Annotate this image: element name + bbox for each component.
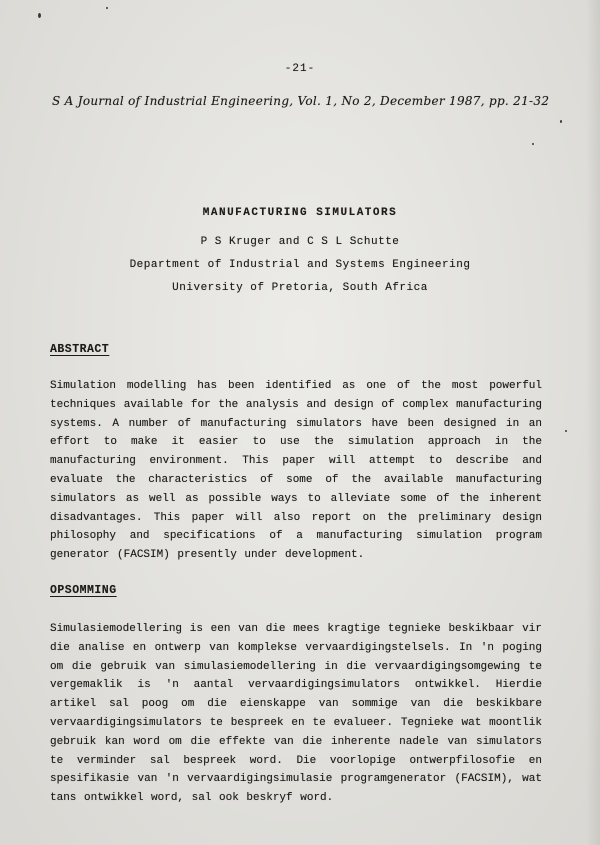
scan-speck [565,430,567,432]
page-number: -21- [284,63,316,75]
scan-speck [532,143,534,145]
abstract-paragraph: Simulation modelling has been identified as one of the most powerful techniques available for the analysis and design of complex manufacturing systems. A number of manufacturing simulators have been designed in an effort to make it easier to use the simulation approach in the manufacturing environment. This paper will attempt to describe and evaluate the characteristics of some of the available manufacturing simulators as well as possible ways to alleviate some of the inherent disadvantages. This paper will also report on the preliminary design philosophy and specifications of a manufacturing simulation program generator (FACSIM) presently under development. [50,380,542,562]
opsomming-paragraph: Simulasiemodellering is een van die mees kragtige tegnieke beskikbaar vir die analise en ontwerp van komplekse vervaardigingstelsels. In 'n poging om die gebruik van simulasiemodellering in die vervaardigingsomgewing te vergemaklik is 'n aantal vervaardigingsimulators ontwikkel. Hierdie artikel sal poog om die eienskappe van sommige van die beskikbare vervaardigingsimulators te bespreek en te evalueer. Tegnieke wat moontlik gebruik kan word om die effekte van die inherente nadele van simulators te verminder sal bespreek word. Die voorlopige ontwerpfilosofie en spesifikasie van 'n vervaardigingsimulasie programgenerator (FACSIM), wat tans ontwikkel word, sal ook beskryf word. [50,623,542,805]
affiliation-department: Department of Industrial and Systems Engineering [129,259,471,271]
scan-speck [106,7,108,9]
journal-citation-line: S A Journal of Industrial Engineering, Vol. 1, No 2, December 1987, pp. 21-32 [52,94,550,108]
page-edge-shadow [586,0,600,845]
scan-speck [38,13,41,18]
affiliation-university: University of Pretoria, South Africa [172,282,428,294]
paper-title: MANUFACTURING SIMULATORS [202,207,398,219]
authors-line: P S Kruger and C S L Schutte [200,236,400,248]
opsomming-heading: OPSOMMING [50,584,117,597]
abstract-heading: ABSTRACT [50,343,110,356]
scan-speck [560,120,562,123]
